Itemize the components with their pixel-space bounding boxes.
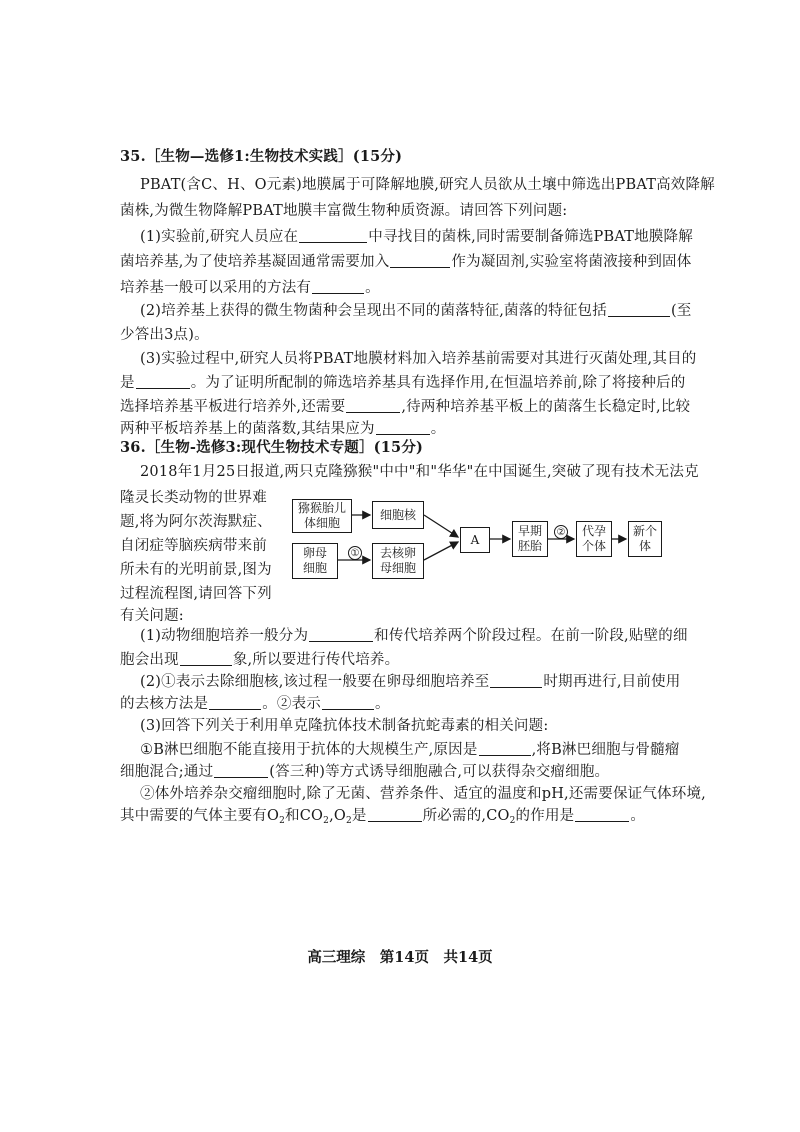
- q36-part2-line1: (2)①表示去除细胞核,该过程一般要在卵母细胞培养至 时期再进行,目前使用: [140, 674, 681, 690]
- answer-blank[interactable]: [346, 398, 400, 413]
- answer-blank[interactable]: [390, 253, 450, 268]
- answer-blank[interactable]: [608, 302, 670, 317]
- q36-part2-line2: 的去核方法是 。②表示 。: [120, 696, 390, 712]
- box-nucleus: 细胞核: [372, 501, 424, 529]
- answer-blank[interactable]: [299, 228, 367, 243]
- page-footer: 高三理综 第14页 共14页: [307, 949, 493, 966]
- box-a: A: [460, 527, 490, 553]
- q36-intro-line4: 自闭症等脑疾病带来前: [120, 538, 267, 554]
- box-egg-cell: 卵母细胞: [292, 543, 338, 579]
- answer-blank[interactable]: [180, 651, 232, 666]
- q36-part3a-line2: 细胞混合;通过 (答三种)等方式诱导细胞融合,可以获得杂交瘤细胞。: [120, 764, 610, 780]
- q36-intro-line3: 题,将为阿尔茨海默症、: [120, 514, 272, 530]
- q36-part3b-line1: ②体外培养杂交瘤细胞时,除了无菌、营养条件、适宜的温度和pH,还需要保证气体环境,: [140, 786, 706, 802]
- answer-blank[interactable]: [309, 627, 373, 642]
- q35-part2-line1: (2)培养基上获得的微生物菌种会呈现出不同的菌落特征,菌落的特征包括 (至: [140, 303, 692, 319]
- q35-part1-line2: 菌培养基,为了使培养基凝固通常需要加入 作为凝固剂,实验室将菌液接种到固体: [120, 254, 692, 270]
- q36-part1-line2: 胞会出现 象,所以要进行传代培养。: [120, 652, 400, 668]
- q35-intro-line1: PBAT(含C、H、O元素)地膜属于可降解地膜,研究人员欲从土壤中筛选出PBAT高效降解: [140, 177, 715, 193]
- q35-heading: 35.［生物—选修1:生物技术实践］(15分): [120, 148, 403, 165]
- answer-blank[interactable]: [214, 763, 268, 778]
- answer-blank[interactable]: [312, 279, 364, 294]
- box-early-embryo: 早期胚胎: [512, 521, 548, 557]
- arrow-nucleus-to-a: [424, 515, 458, 537]
- q35-part1-line1: (1)实验前,研究人员应在 中寻找目的菌株,同时需要制备筛选PBAT地膜降解: [140, 229, 693, 245]
- step-2-marker: ②: [554, 525, 568, 539]
- q36-intro-line1: 2018年1月25日报道,两只克隆猕猴"中中"和"华华"在中国诞生,突破了现有技术无法克: [140, 464, 699, 480]
- box-enucleated-egg: 去核卵母细胞: [372, 543, 424, 579]
- q35-part3-line3: 选择培养基平板进行培养外,还需要 ,待两种培养基平板上的菌落生长稳定时,比较: [120, 399, 691, 415]
- q36-intro-line5: 所未有的光明前景,图为: [120, 562, 272, 578]
- q36-intro-line2: 隆灵长类动物的世界难: [120, 490, 267, 506]
- answer-blank[interactable]: [322, 695, 374, 710]
- q35-part2-line2: 少答出3点)。: [120, 327, 209, 343]
- box-new-individual: 新个体: [628, 521, 662, 557]
- q36-intro-line7: 有关问题:: [120, 608, 184, 624]
- q36-heading: 36.［生物-选修3:现代生物技术专题］(15分): [120, 439, 424, 456]
- q35-part3-line1: (3)实验过程中,研究人员将PBAT地膜材料加入培养基前需要对其进行灭菌处理,其目的: [140, 351, 697, 367]
- box-surrogate: 代孕个体: [576, 521, 612, 557]
- box-donor-cell: 猕猴胎儿体细胞: [292, 499, 352, 533]
- arrow-enucleated-to-a: [424, 542, 458, 560]
- q35-intro-line2: 菌株,为微生物降解PBAT地膜丰富微生物种质资源。请回答下列问题:: [120, 203, 568, 219]
- q36-part3b-line2: 其中需要的气体主要有$O_2$和$CO_2,O_2$是 所必需的$,CO_2$的作用是 。: [120, 808, 646, 826]
- cloning-flow-diagram: [290, 493, 670, 593]
- q36-part3a-line1: ①B淋巴细胞不能直接用于抗体的大规模生产,原因是 ,将B淋巴细胞与骨髓瘤: [140, 742, 680, 758]
- answer-blank[interactable]: [368, 807, 422, 822]
- answer-blank[interactable]: [575, 807, 629, 822]
- answer-blank[interactable]: [136, 374, 190, 389]
- answer-blank[interactable]: [376, 420, 430, 435]
- answer-blank[interactable]: [209, 695, 261, 710]
- q35-part3-line4: 两种平板培养基上的菌落数,其结果应为 。: [120, 421, 446, 437]
- answer-blank[interactable]: [479, 741, 531, 756]
- q35-part1-line3: 培养基一般可以采用的方法有 。: [120, 280, 380, 296]
- q35-part3-line2: 是 。为了证明所配制的筛选培养基具有选择作用,在恒温培养前,除了将接种后的: [120, 375, 686, 391]
- q36-part3-heading: (3)回答下列关于利用单克隆抗体技术制备抗蛇毒素的相关问题:: [140, 718, 549, 734]
- q36-intro-line6: 过程流程图,请回答下列: [120, 586, 272, 602]
- answer-blank[interactable]: [490, 673, 542, 688]
- step-1-marker: ①: [348, 546, 362, 560]
- q36-part1-line1: (1)动物细胞培养一般分为 和传代培养两个阶段过程。在前一阶段,贴壁的细: [140, 628, 688, 644]
